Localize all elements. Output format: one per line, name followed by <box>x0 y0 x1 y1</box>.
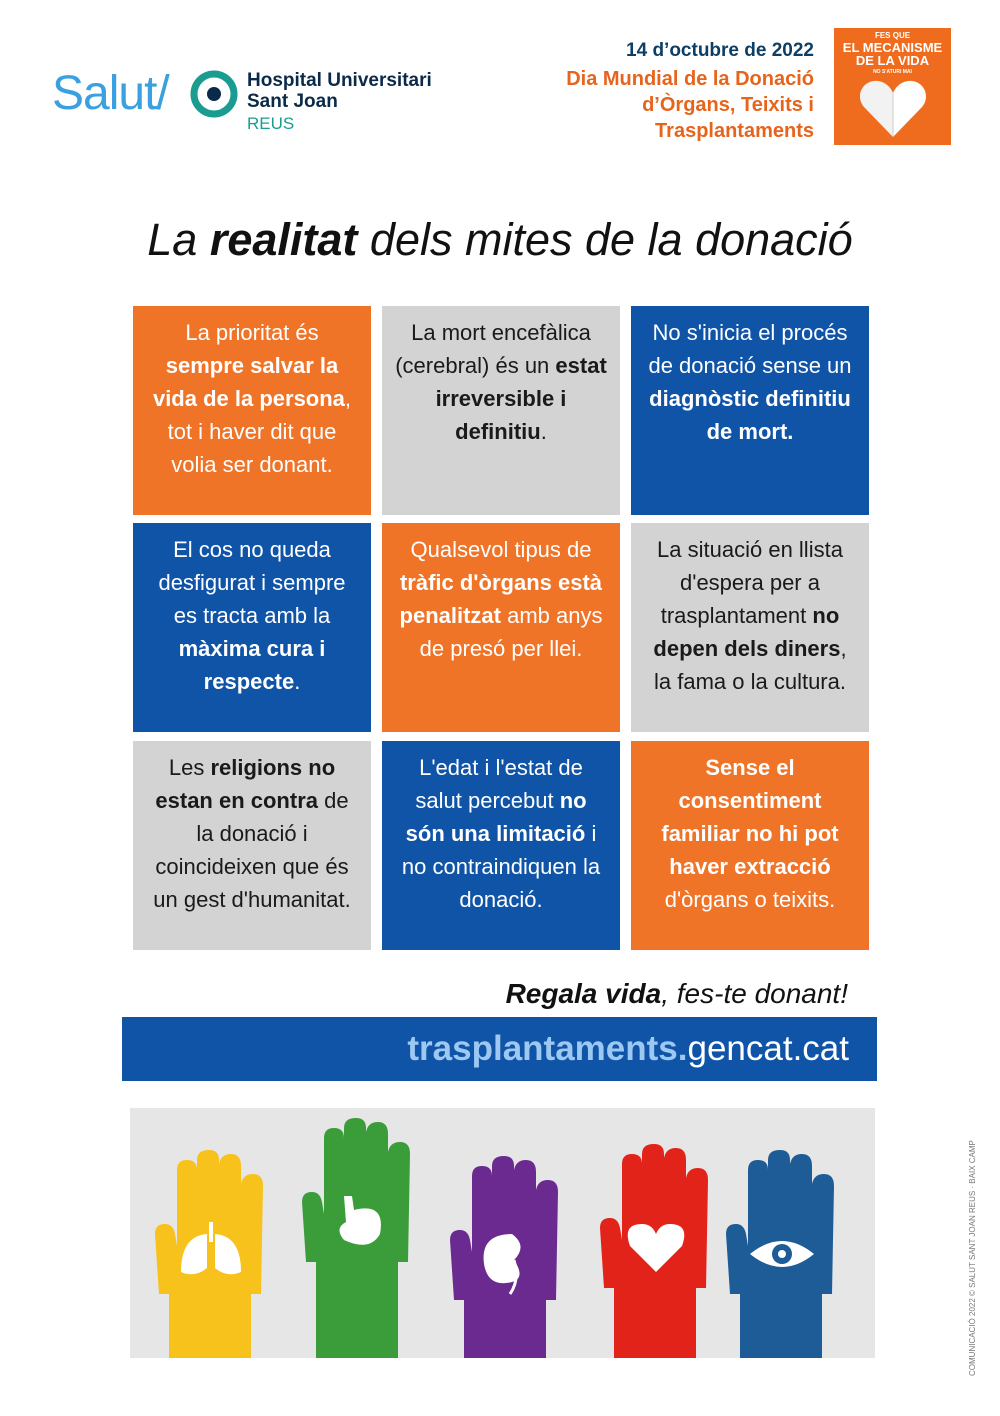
myth-card <box>631 306 869 515</box>
event-title-line: Trasplantaments <box>655 120 814 142</box>
myth-text: . <box>294 669 301 694</box>
title-emphasis: realitat <box>209 214 358 265</box>
myth-card <box>382 306 620 515</box>
myth-emphasis: religions no estan en contra <box>155 755 336 813</box>
myth-text: amb anys de presó per llei. <box>419 603 603 661</box>
myth-emphasis: estat irreversible i definitiu <box>435 353 607 444</box>
hands-svg <box>130 1108 875 1358</box>
myth-emphasis: no són una limitació <box>405 788 587 846</box>
paper-heart-icon <box>858 77 928 139</box>
event-date: 14 d’octubre de 2022 <box>626 40 814 61</box>
myth-text: La prioritat és <box>185 320 319 345</box>
hospital-name <box>247 70 432 112</box>
badge-tagline: NO S'ATURI MAI <box>873 69 912 75</box>
myth-text: , tot i haver dit que volia ser donant. <box>167 386 352 477</box>
myth-text: . <box>540 419 547 444</box>
myth-card <box>133 306 371 515</box>
url-part: gencat.cat <box>687 1029 849 1068</box>
event-title-line: Dia Mundial de la Donació <box>566 68 814 90</box>
myth-text: El cos no queda desfigurat i sempre es tracta amb la <box>158 537 346 628</box>
myth-emphasis: tràfic d'òrgans està penalitzat <box>399 570 603 628</box>
myth-text: No s'inicia el procés de donació sense un <box>648 320 852 378</box>
myth-card <box>133 523 371 732</box>
hospital-city: REUS <box>247 114 295 133</box>
badge-line: FES QUE <box>874 31 911 40</box>
myth-text: La mort encefàlica (cerebral) és un <box>395 320 591 378</box>
myth-emphasis: màxima cura i respecte <box>178 636 326 694</box>
badge-text-large <box>834 41 951 67</box>
badge-line: EL MECANISME <box>842 40 943 55</box>
event-title-line: d’Òrgans, Teixits i <box>642 94 814 116</box>
website-link[interactable] <box>407 1029 849 1069</box>
event-title <box>494 66 814 144</box>
myth-text: d'òrgans o teixits. <box>664 887 836 912</box>
header <box>0 0 1000 180</box>
hand <box>726 1150 834 1358</box>
title-text: dels mites de la donació <box>357 214 853 265</box>
myth-emphasis: diagnòstic definitiu de mort. <box>649 386 851 444</box>
salut-logo: Salut/ <box>52 67 169 120</box>
slogan <box>506 978 848 1010</box>
badge-text-small <box>834 31 951 40</box>
slogan-text: , fes-te donant! <box>661 978 848 1009</box>
myth-text: de la donació i coincideixen que és un gest d'humanitat. <box>153 788 351 912</box>
hospital-name-line2: Sant Joan <box>247 91 338 112</box>
slogan-emphasis: Regala vida <box>505 978 662 1009</box>
hand <box>450 1156 558 1358</box>
badge-line: DE LA VIDA <box>855 53 930 68</box>
myth-text: L'edat i l'estat de salut percebut <box>415 755 583 813</box>
hand <box>155 1150 263 1358</box>
side-credit: COMUNICACIÓ 2022 © SALUT SANT JOAN REUS · BAIX CAMP <box>968 1140 977 1376</box>
hospital-name-line1: Hospital Universitari <box>247 70 432 91</box>
myth-emphasis: sempre salvar la vida de la persona <box>152 353 345 411</box>
myth-text: Les <box>168 755 211 780</box>
url-banner <box>122 1017 877 1081</box>
myth-text: La situació en llista d'espera per a trasplantament <box>657 537 843 628</box>
event-info <box>494 38 814 144</box>
hospital-logo-icon <box>190 70 238 118</box>
myth-card <box>382 523 620 732</box>
title-text: La <box>147 214 210 265</box>
myth-emphasis: no depen dels diners <box>653 603 841 661</box>
hand <box>302 1118 410 1358</box>
myth-text: Qualsevol tipus de <box>410 537 592 562</box>
url-part: trasplantaments. <box>407 1029 688 1068</box>
page-title <box>0 214 1000 266</box>
myth-card <box>133 741 371 950</box>
myth-text: , la fama o la cultura. <box>654 636 847 694</box>
hand <box>600 1144 708 1358</box>
myth-card <box>631 741 869 950</box>
hands-illustration <box>130 1108 875 1358</box>
myth-text: i no contraindiquen la donació. <box>401 821 601 912</box>
campaign-badge <box>834 28 951 145</box>
myth-card <box>382 741 620 950</box>
myth-card <box>631 523 869 732</box>
myth-emphasis: Sense el consentiment familiar no hi pot haver extracció <box>661 755 839 879</box>
